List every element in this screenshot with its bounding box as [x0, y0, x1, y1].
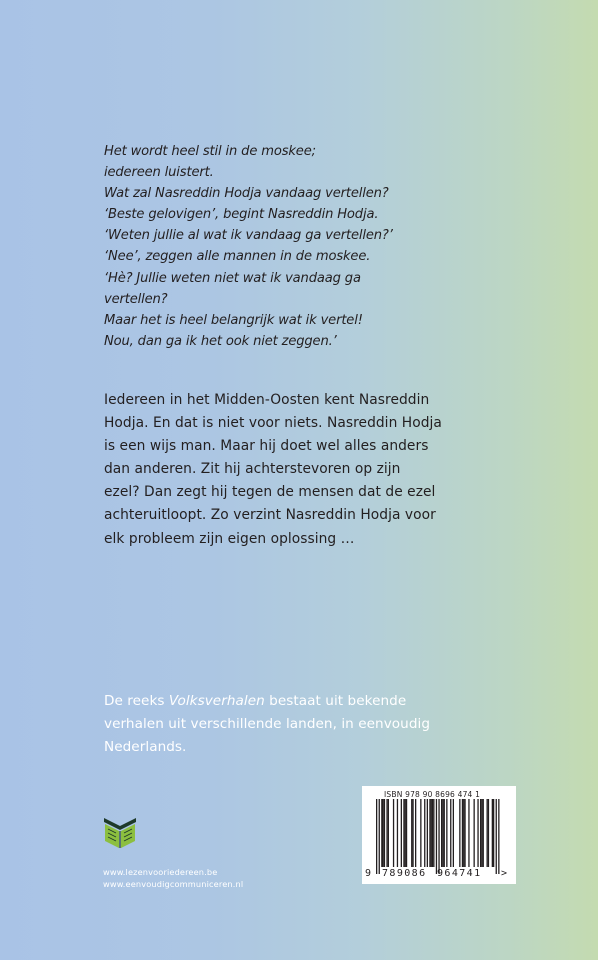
series-description: [104, 690, 524, 759]
blurb-line: elk probleem zijn eigen oplossing …: [104, 530, 355, 547]
barcode-bar: [406, 799, 407, 867]
barcode-bar: [477, 799, 478, 867]
barcode-bar: [493, 799, 494, 867]
series-line: verhalen uit verschillende landen, in eenvoudig: [104, 716, 431, 733]
book-blurb: [104, 389, 524, 551]
barcode-bar: [441, 799, 442, 867]
publisher-url-link[interactable]: www.lezenvooriedereen.be: [103, 867, 218, 877]
poem-line: iedereen luistert.: [104, 165, 214, 181]
series-line: Nederlands.: [104, 739, 187, 756]
poem-line: ‘Weten jullie al wat ik vandaag ga vertellen?’: [104, 228, 393, 244]
barcode-bar: [424, 799, 425, 867]
barcode-bar: [453, 799, 454, 867]
blurb-line: is een wijs man. Maar hij doet wel alles anders: [104, 438, 429, 455]
barcode-bar: [397, 799, 398, 867]
barcode-bar: [483, 799, 484, 867]
barcode-bar: [488, 799, 489, 867]
barcode-bar: [480, 799, 481, 867]
blurb-line: dan anderen. Zit hij achterstevoren op zijn: [104, 461, 401, 478]
barcode-bar: [376, 799, 377, 874]
open-book-chevron-icon: [103, 817, 137, 849]
barcode-bar: [431, 799, 432, 867]
barcode-bar: [427, 799, 428, 867]
poem-excerpt: [104, 141, 544, 352]
barcode-bar: [481, 799, 482, 867]
barcode-bar: [381, 799, 382, 867]
barcode-bar: [433, 799, 434, 867]
barcode-bar: [496, 799, 497, 874]
barcode-bar: [498, 799, 499, 874]
barcode-bar: [412, 799, 413, 867]
poem-line: Maar het is heel belangrijk wat ik vertel!: [104, 312, 363, 328]
barcode-bar: [415, 799, 416, 867]
barcode-bar: [388, 799, 389, 867]
barcode-bar: [383, 799, 384, 867]
barcode-bar: [464, 799, 465, 867]
barcode-bar: [468, 799, 469, 867]
barcode-bar: [429, 799, 430, 867]
series-title: Volksverhalen: [168, 693, 265, 709]
blurb-line: achteruitloopt. Zo verzint Nasreddin Hodja voor: [104, 507, 436, 524]
barcode-bar: [462, 799, 463, 867]
barcode-bar: [459, 799, 460, 867]
barcode-bar: [444, 799, 445, 867]
poem-line: ‘Beste gelovigen’, begint Nasreddin Hodja.: [104, 207, 379, 223]
barcode-bar: [420, 799, 421, 867]
barcode-bar: [411, 799, 412, 867]
barcode-bar: [432, 799, 433, 867]
ean-left-digits: 789086: [382, 868, 427, 879]
barcode-bar: [403, 799, 404, 867]
poem-line: Wat zal Nasreddin Hodja vandaag vertellen?: [104, 186, 389, 202]
barcode-bar: [401, 799, 402, 867]
poem-line: vertellen?: [104, 291, 168, 307]
barcode-bar: [450, 799, 451, 867]
ean-first-digit: 9: [365, 868, 372, 879]
series-text: De reeks: [104, 693, 169, 709]
isbn-barcode: [362, 786, 516, 884]
barcode-bar: [379, 799, 380, 874]
barcode-bar: [442, 799, 443, 867]
ean-right-digits: 964741: [437, 868, 482, 879]
barcode-bar: [474, 799, 475, 867]
barcode-bar: [487, 799, 488, 867]
barcode-bar: [446, 799, 447, 867]
barcode-bar: [492, 799, 493, 867]
poem-line: ‘Hè? Jullie weten niet wat ik vandaag ga: [104, 270, 361, 286]
barcode-bar: [436, 799, 437, 874]
publisher-logo: [103, 817, 137, 849]
barcode-bar: [393, 799, 394, 867]
quiet-zone-mark: >: [501, 868, 508, 879]
blurb-line: Hodja. En dat is niet voor niets. Nasreddin Hodja: [104, 415, 442, 432]
publisher-url-link[interactable]: www.eenvoudigcommuniceren.nl: [103, 879, 244, 889]
series-line: [104, 690, 524, 713]
poem-line: Het wordt heel stil in de moskee;: [104, 144, 316, 159]
series-text: bestaat uit bekende: [264, 693, 407, 709]
blurb-line: Iedereen in het Midden-Oosten kent Nasreddin: [104, 392, 430, 408]
barcode-bar: [384, 799, 385, 867]
publisher-urls: [103, 866, 243, 890]
poem-line: Nou, dan ga ik het ook niet zeggen.’: [104, 333, 337, 349]
barcode-bar: [405, 799, 406, 867]
poem-line: ‘Nee’, zeggen alle mannen in de moskee.: [104, 249, 371, 265]
isbn-label: ISBN 978 90 8696 474 1: [384, 790, 481, 799]
barcode-bar: [386, 799, 387, 867]
barcode-bar: [438, 799, 439, 874]
blurb-line: ezel? Dan zegt hij tegen de mensen dat de ezel: [104, 484, 436, 501]
barcode-bar: [463, 799, 464, 867]
